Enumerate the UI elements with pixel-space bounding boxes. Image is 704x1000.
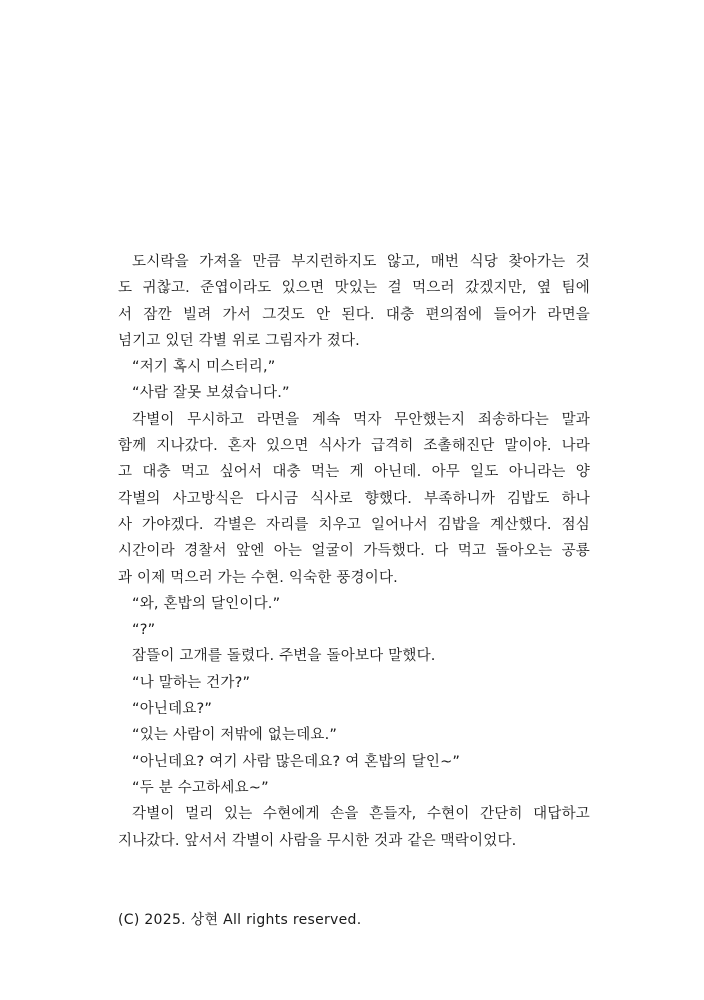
dialogue-line: “있는 사람이 저밖에 없는데요.” [132,727,338,744]
text-line: 도 귀찮고. 준엽이라도 있으면 맛있는 걸 먹으러 갔겠지만, 옆 팀에 [118,280,590,297]
text-line: 도시락을 가져올 만큼 부지런하지도 않고, 매번 식당 찾아가는 것 [132,254,590,270]
text-line: 잠뜰이 고개를 돌렸다. 주변을 돌아보다 말했다. [132,648,436,665]
dialogue-line: “와, 혼밥의 달인이다.” [132,595,281,612]
text-line: 사 가야겠다. 각별은 자리를 치우고 일어나서 김밥을 계산했다. 점심 [118,516,590,533]
dialogue-line: “?” [132,622,156,639]
dialogue-line: “두 분 수고하세요~” [132,779,269,796]
text-line: 서 잠깐 빌려 가서 그것도 안 된다. 대충 편의점에 들어가 라면을 [118,306,590,323]
text-line: 과 이제 먹으러 가는 수현. 익숙한 풍경이다. [118,569,398,586]
text-line: 각별이 멀리 있는 수현에게 손을 흔들자, 수현이 간단히 대답하고 [132,806,590,823]
text-line: 각별이 무시하고 라면을 계속 먹자 무안했는지 죄송하다는 말과 [132,411,590,428]
copyright-footer: (C) 2025. 상현 All rights reserved. [118,912,362,928]
dialogue-line: “저기 혹시 미스터리,” [132,359,276,376]
text-line: 함께 지나갔다. 혼자 있으면 식사가 급격히 조촐해진단 말이야. 나라 [118,438,590,455]
text-line: 시간이라 경찰서 앞엔 아는 얼굴이 가득했다. 다 먹고 돌아오는 공룡 [118,543,590,560]
text-line: 지나갔다. 앞서서 각별이 사람을 무시한 것과 같은 맥락이었다. [118,832,517,849]
dialogue-line: “나 말하는 건가?” [132,674,251,691]
dialogue-line: “아닌데요? 여기 사람 많은데요? 여 혼밥의 달인~” [132,753,461,770]
text-line: 넘기고 있던 각별 위로 그림자가 졌다. [118,332,360,349]
text-line: 각별의 사고방식은 다시금 식사로 향했다. 부족하니까 김밥도 하나 [118,490,590,507]
text-line: 고 대충 먹고 싶어서 대충 먹는 게 아닌데. 아무 일도 아니라는 양 [118,464,590,481]
dialogue-line: “사람 잘못 보셨습니다.” [132,385,290,402]
story-text [118,249,590,854]
dialogue-line: “아닌데요?” [132,701,213,718]
